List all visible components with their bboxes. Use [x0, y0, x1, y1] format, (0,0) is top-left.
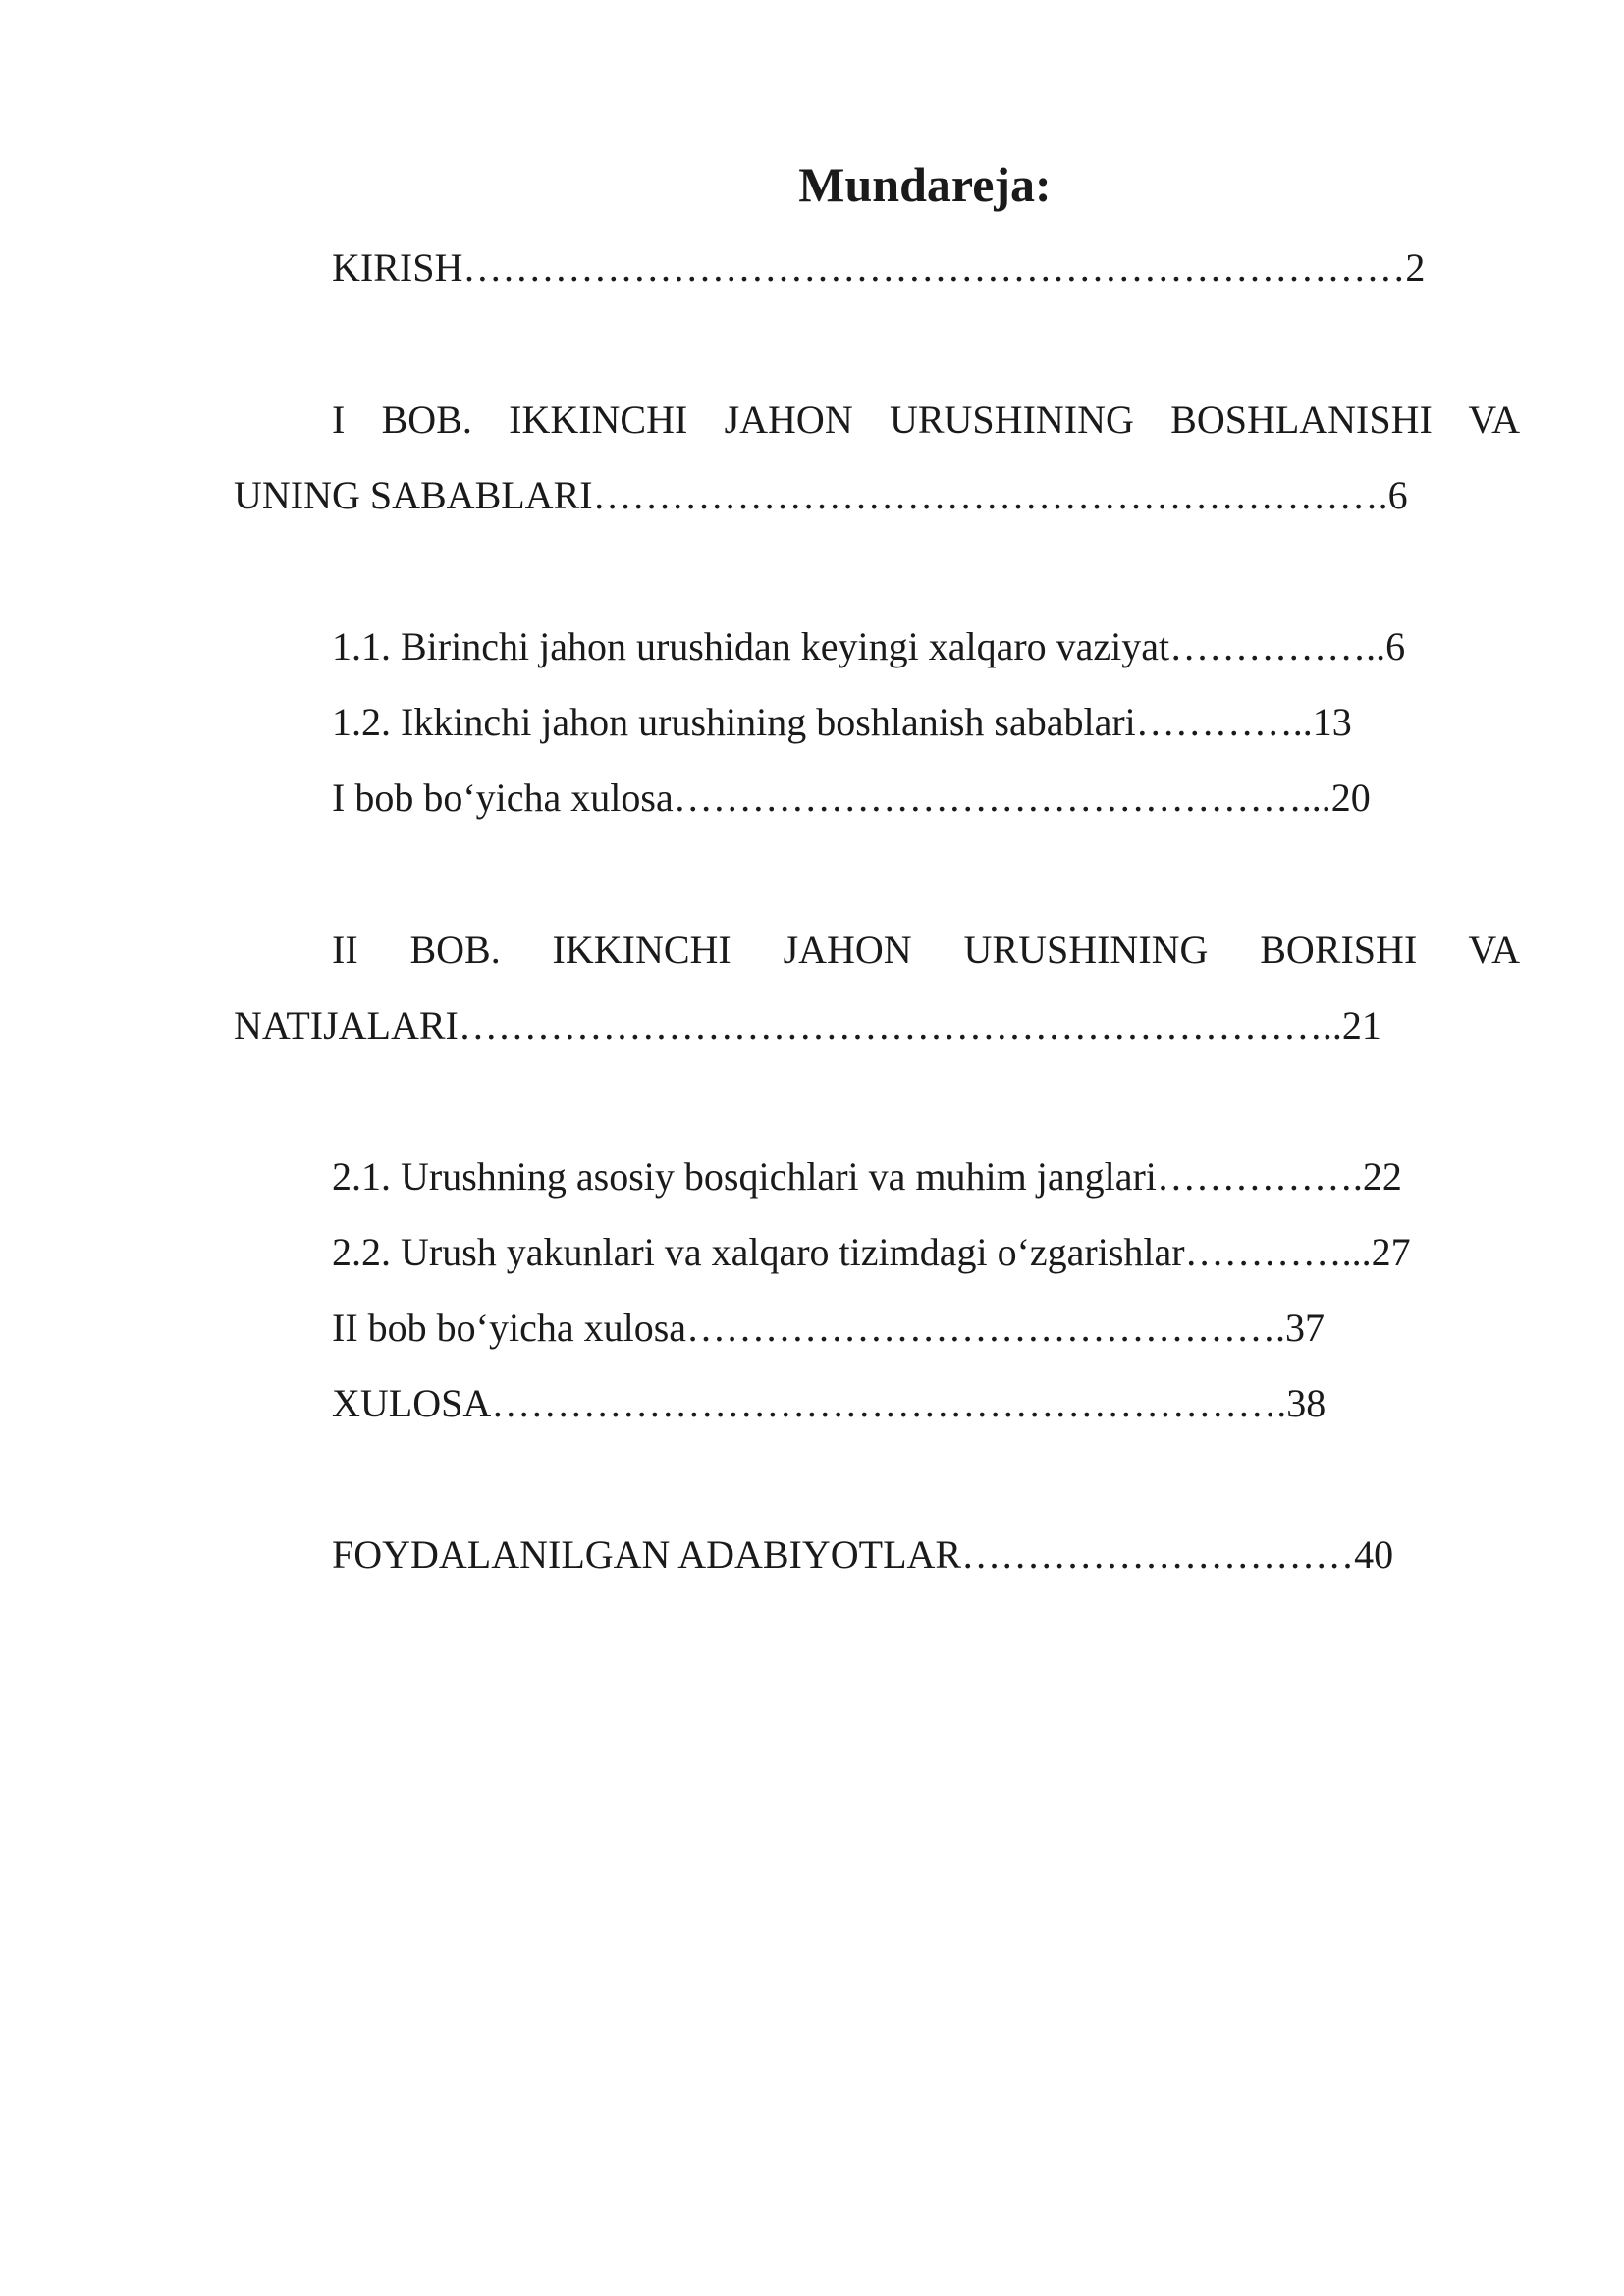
toc-entry-bob1-heading-line2: UNING SABABLARI…………………………………………………….6	[234, 473, 1408, 517]
toc-entry-bob2-xulosa: II bob bo‘yicha xulosa……………………………………….37	[332, 1306, 1326, 1350]
toc-entry-bob1-xulosa: I bob bo‘yicha xulosa…………………………………………...20	[332, 775, 1371, 820]
toc-entry-adabiyotlar: FOYDALANILGAN ADABIYOTLAR…………………………40	[332, 1532, 1394, 1576]
toc-entry-1-1: 1.1. Birinchi jahon urushidan keyingi xalqaro vaziyat……………..6	[332, 624, 1406, 668]
toc-entry-bob2-heading-line2: NATIJALARI…………………………………………………………..21	[234, 1003, 1381, 1047]
toc-entry-1-2: 1.2. Ikkinchi jahon urushining boshlanish sabablari…………..13	[332, 700, 1352, 744]
toc-entry-2-1: 2.1. Urushning asosiy bosqichlari va muhim janglari…………….22	[332, 1154, 1402, 1199]
toc-entry-bob1-heading-line1: I BOB. IKKINCHI JAHON URUSHINING BOSHLANISHI VA	[332, 398, 1520, 442]
toc-entry-xulosa: XULOSA…………………………………………………….38	[332, 1381, 1326, 1425]
toc-entry-kirish: KIRISH………………………………………………………………2	[332, 245, 1426, 290]
page-title: Mundareja:	[798, 157, 1052, 212]
toc-entry-bob2-heading-line1: II BOB. IKKINCHI JAHON URUSHINING BORISHI VA	[332, 928, 1520, 972]
toc-entry-2-2: 2.2. Urush yakunlari va xalqaro tizimdagi o‘zgarishlar…………...27	[332, 1230, 1411, 1274]
